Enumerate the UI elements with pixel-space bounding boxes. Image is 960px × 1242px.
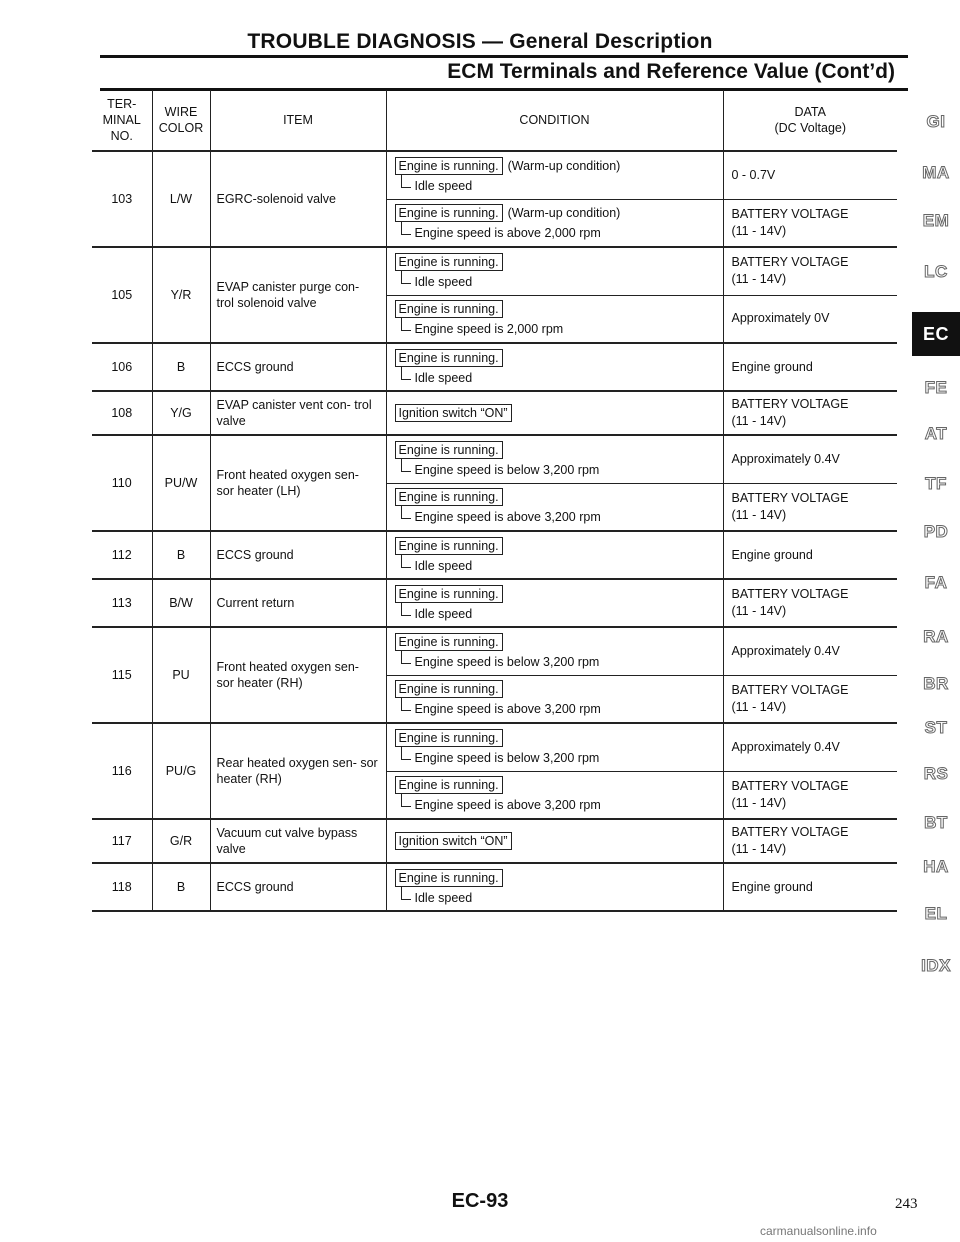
item-name: ECCS ground [210, 863, 386, 911]
condition-substep: Idle speed [395, 558, 715, 574]
item-name: Vacuum cut valve bypass valve [210, 819, 386, 863]
condition-cell [386, 579, 723, 627]
section-tab-tf[interactable]: TF [925, 474, 947, 493]
condition-substep: Idle speed [395, 606, 715, 622]
wire-color: PU [152, 627, 210, 723]
table-row [92, 391, 897, 435]
condition-cell [386, 819, 723, 863]
page-number: 243 [895, 1196, 918, 1212]
table-row [92, 435, 897, 483]
data-cell [723, 391, 897, 435]
data-value: (11 - 14V) [731, 223, 787, 238]
wire-color: L/W [152, 151, 210, 247]
condition-box: Engine is running. [395, 441, 503, 459]
terminal-number: 108 [92, 391, 152, 435]
condition-cell [386, 723, 723, 771]
page-code: EC-93 [451, 1190, 509, 1212]
section-tab-at[interactable]: AT [924, 424, 948, 443]
table-row [92, 151, 897, 199]
wire-color: B [152, 531, 210, 579]
wire-color: G/R [152, 819, 210, 863]
condition-box: Engine is running. [395, 585, 503, 603]
wire-color: PU/G [152, 723, 210, 819]
table-row [92, 343, 897, 391]
data-value: (11 - 14V) [731, 507, 787, 522]
data-value: (11 - 14V) [731, 699, 787, 714]
data-cell [723, 151, 897, 199]
condition-cell [386, 247, 723, 295]
data-cell [723, 435, 897, 483]
data-value: BATTERY VOLTAGE [731, 397, 849, 411]
condition-box: Engine is running. [395, 253, 503, 271]
section-tab-gi[interactable]: GI [926, 112, 946, 131]
data-value: Approximately 0.4V [731, 451, 840, 466]
condition-box: Engine is running. [395, 776, 503, 794]
table-row [92, 819, 897, 863]
data-value: (11 - 14V) [731, 272, 787, 287]
page-subtitle: ECM Terminals and Reference Value (Cont’d) [447, 60, 895, 83]
header-item: ITEM [210, 90, 386, 151]
data-cell [723, 531, 897, 579]
condition-box: Engine is running. [395, 633, 503, 651]
header-wire-color: WIRE COLOR [152, 90, 210, 151]
condition-box: Engine is running. [395, 680, 503, 698]
condition-substep: Engine speed is above 2,000 rpm [395, 225, 715, 241]
table-row [92, 863, 897, 911]
terminal-number: 106 [92, 343, 152, 391]
section-tab-bt[interactable]: BT [924, 813, 948, 832]
condition-substep: Engine speed is above 3,200 rpm [395, 797, 715, 813]
wire-color: PU/W [152, 435, 210, 531]
condition-cell [386, 675, 723, 723]
condition-note: (Warm-up condition) [507, 206, 621, 221]
data-value: BATTERY VOLTAGE [731, 255, 849, 270]
terminal-number: 115 [92, 627, 152, 723]
terminal-number: 113 [92, 579, 152, 627]
section-tab-br[interactable]: BR [923, 674, 949, 693]
section-tab-ec[interactable]: EC [912, 312, 960, 356]
table-body [92, 151, 897, 911]
watermark: carmanualsonline.info [760, 1224, 877, 1238]
data-value: Approximately 0.4V [731, 739, 840, 754]
data-cell [723, 199, 897, 247]
condition-box: Engine is running. [395, 729, 503, 747]
data-cell [723, 627, 897, 675]
header-terminal: TER- MINAL NO. [92, 90, 152, 151]
data-value: (11 - 14V) [731, 795, 787, 810]
section-tab-st[interactable]: ST [924, 718, 948, 737]
table-row [92, 531, 897, 579]
data-cell [723, 723, 897, 771]
table-row [92, 723, 897, 771]
table-header-row [92, 90, 897, 151]
data-cell [723, 343, 897, 391]
condition-substep: Engine speed is above 3,200 rpm [395, 701, 715, 717]
condition-cell [386, 771, 723, 819]
section-tab-ra[interactable]: RA [923, 627, 949, 646]
data-cell [723, 483, 897, 531]
data-value: Engine ground [731, 879, 813, 894]
condition-substep: Idle speed [395, 370, 715, 386]
condition-box: Engine is running. [395, 537, 503, 555]
section-tab-fa[interactable]: FA [924, 573, 948, 592]
condition-box: Engine is running. [395, 157, 503, 175]
data-cell [723, 295, 897, 343]
condition-box: Engine is running. [395, 488, 503, 506]
item-name: EVAP canister purge con- trol solenoid valve [210, 247, 386, 343]
terminal-number: 117 [92, 819, 152, 863]
condition-substep: Engine speed is below 3,200 rpm [395, 654, 715, 670]
item-name: EVAP canister vent con- trol valve [210, 391, 386, 435]
terminal-number: 110 [92, 435, 152, 531]
data-value: BATTERY VOLTAGE [731, 778, 849, 793]
item-name: ECCS ground [210, 343, 386, 391]
condition-cell [386, 627, 723, 675]
wire-color: B [152, 863, 210, 911]
item-name: Current return [210, 579, 386, 627]
condition-cell [386, 483, 723, 531]
condition-substep: Idle speed [395, 274, 715, 290]
data-cell [723, 771, 897, 819]
section-tab-ha[interactable]: HA [923, 857, 949, 876]
data-cell [723, 247, 897, 295]
table-row [92, 579, 897, 627]
title-rule [100, 55, 908, 58]
section-index-tabs [912, 0, 960, 1242]
condition-box: Ignition switch “ON” [395, 404, 512, 422]
item-name: Front heated oxygen sen- sor heater (RH) [210, 627, 386, 723]
wire-color: Y/R [152, 247, 210, 343]
condition-cell [386, 531, 723, 579]
condition-substep: Engine speed is below 3,200 rpm [395, 750, 715, 766]
section-tab-el[interactable]: EL [924, 904, 948, 923]
item-name: ECCS ground [210, 531, 386, 579]
condition-box: Engine is running. [395, 349, 503, 367]
condition-note: (Warm-up condition) [507, 158, 621, 173]
terminal-number: 116 [92, 723, 152, 819]
condition-substep: Engine speed is 2,000 rpm [395, 321, 715, 337]
section-tab-ma[interactable]: MA [922, 163, 950, 182]
header-condition: CONDITION [386, 90, 723, 151]
data-value: Approximately 0.4V [731, 643, 840, 658]
section-tab-idx[interactable]: IDX [921, 956, 951, 975]
condition-box: Engine is running. [395, 869, 503, 887]
condition-box: Engine is running. [395, 204, 503, 222]
condition-substep: Idle speed [395, 890, 715, 906]
condition-substep: Engine speed is below 3,200 rpm [395, 462, 715, 478]
terminal-number: 112 [92, 531, 152, 579]
condition-cell [386, 151, 723, 199]
wire-color: Y/G [152, 391, 210, 435]
item-name: Rear heated oxygen sen- sor heater (RH) [210, 723, 386, 819]
terminal-reference-table [92, 90, 897, 912]
terminal-number: 105 [92, 247, 152, 343]
data-cell [723, 863, 897, 911]
data-value: Engine ground [731, 547, 813, 562]
section-tab-pd[interactable]: PD [923, 522, 949, 541]
condition-cell [386, 199, 723, 247]
data-value: BATTERY VOLTAGE [731, 206, 849, 221]
condition-cell [386, 391, 723, 435]
data-value: 0 - 0.7V [731, 167, 776, 182]
data-value: BATTERY VOLTAGE [731, 825, 849, 839]
data-value: (11 - 14V) [731, 414, 787, 428]
data-cell [723, 675, 897, 723]
section-tab-em[interactable]: EM [922, 211, 950, 230]
header-data: DATA (DC Voltage) [723, 90, 897, 151]
table-row [92, 247, 897, 295]
condition-box: Ignition switch “ON” [395, 832, 512, 850]
condition-substep: Idle speed [395, 178, 715, 194]
condition-cell [386, 435, 723, 483]
condition-substep: Engine speed is above 3,200 rpm [395, 509, 715, 525]
wire-color: B [152, 343, 210, 391]
data-value: (11 - 14V) [731, 604, 787, 618]
condition-box: Engine is running. [395, 300, 503, 318]
condition-cell [386, 343, 723, 391]
data-cell [723, 819, 897, 863]
data-value: (11 - 14V) [731, 842, 787, 856]
data-value: BATTERY VOLTAGE [731, 490, 849, 505]
data-cell [723, 579, 897, 627]
data-value: Engine ground [731, 359, 813, 374]
terminal-number: 118 [92, 863, 152, 911]
section-tab-rs[interactable]: RS [923, 764, 949, 783]
condition-cell [386, 295, 723, 343]
data-value: BATTERY VOLTAGE [731, 682, 849, 697]
page-title: TROUBLE DIAGNOSIS — General Description [247, 30, 713, 53]
data-value: Approximately 0V [731, 311, 830, 326]
item-name: Front heated oxygen sen- sor heater (LH) [210, 435, 386, 531]
section-tab-fe[interactable]: FE [924, 378, 948, 397]
section-tab-lc[interactable]: LC [924, 262, 948, 281]
terminal-number: 103 [92, 151, 152, 247]
table-row [92, 627, 897, 675]
item-name: EGRC-solenoid valve [210, 151, 386, 247]
data-value: BATTERY VOLTAGE [731, 587, 849, 601]
condition-cell [386, 863, 723, 911]
wire-color: B/W [152, 579, 210, 627]
